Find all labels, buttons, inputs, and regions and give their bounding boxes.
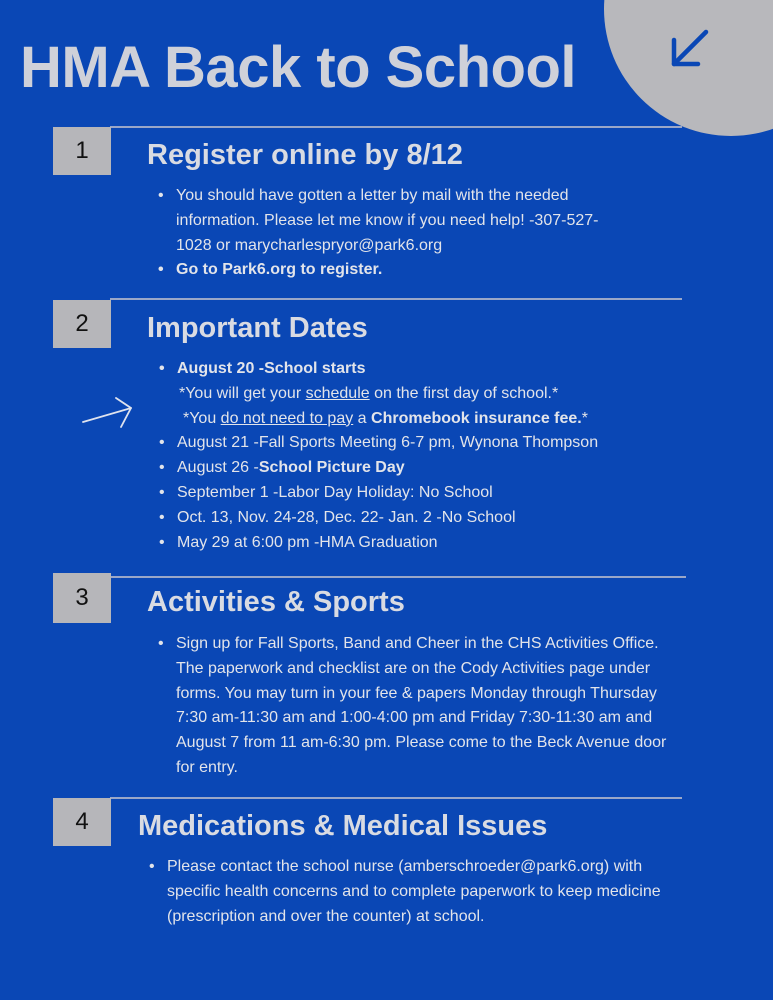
list-item-text: Please contact the school nurse (amberschroeder@park6.org) with specific health concerns and to complete paperwork to keep medicine (prescription and over the counter) at school.: [167, 858, 661, 925]
list-item-text: August 20 -School starts: [177, 360, 366, 377]
note-text: *You: [183, 409, 221, 427]
list-item-text: You should have gotten a letter by mail with the needed information. Please let me know if you need help! -307-527-1028 or marycharlespryor@park6.org: [176, 187, 599, 254]
list-item-text: September 1 -Labor Day Holiday: No School: [177, 483, 493, 501]
section-bullet-list: [158, 632, 678, 781]
section-bullet-list: [149, 855, 661, 929]
section-bullet-list: [158, 184, 628, 283]
section-heading: Medications & Medical Issues: [138, 810, 548, 842]
note-text: *You will get your: [179, 384, 306, 402]
arrow-right-icon: [80, 396, 136, 430]
section-number-box: 4: [53, 798, 111, 846]
note-text: on the first day of school.*: [369, 384, 559, 402]
section-heading: Register online by 8/12: [147, 139, 463, 171]
list-item-text: May 29 at 6:00 pm -HMA Graduation: [177, 533, 438, 551]
schedule-underlined: schedule: [305, 384, 370, 402]
section-divider: [110, 126, 682, 128]
list-item: [149, 855, 661, 929]
list-item-text: August 21 -Fall Sports Meeting 6-7 pm, Wynona Thompson: [177, 434, 599, 452]
arrow-down-left-icon: [668, 28, 710, 70]
list-item: [159, 357, 679, 382]
chromebook-note: [159, 407, 679, 432]
fee-underlined: do not need to pay: [220, 409, 354, 427]
list-item: [159, 531, 679, 556]
section-number-box: 1: [53, 127, 111, 175]
section-number-box: 2: [53, 300, 111, 348]
note-text: a: [353, 409, 372, 427]
section-number-box: 3: [53, 573, 111, 623]
picture-day-bold: School Picture Day: [258, 459, 405, 477]
section-divider: [110, 576, 686, 578]
list-item: [159, 456, 679, 481]
list-item-text: Go to Park6.org to register.: [176, 261, 383, 279]
list-item: [159, 506, 679, 531]
list-item-text: August 26 -: [177, 459, 259, 477]
section-heading: Activities & Sports: [147, 586, 405, 618]
list-item: [158, 258, 628, 283]
list-item: [158, 632, 678, 781]
list-item: [159, 431, 679, 456]
schedule-note: [159, 382, 679, 407]
section-divider: [110, 797, 682, 799]
note-text: *: [581, 409, 588, 427]
list-item-text: Sign up for Fall Sports, Band and Cheer in the CHS Activities Office. The paperwork and checklist are on the Cody Activities page under forms. You may turn in your fee & papers Monday through Thursday 7:30 am-11:30 am and 1:00-4:00 pm and Friday 7:30-11:30 am and August 7 from 11 am-6:30 pm. Please come to the Beck Avenue door for entry.: [176, 635, 667, 776]
section-heading: Important Dates: [147, 312, 368, 344]
list-item: [159, 481, 679, 506]
dates-list: [159, 357, 679, 555]
list-item-text: Oct. 13, Nov. 24-28, Dec. 22- Jan. 2 -No School: [177, 508, 516, 526]
section-divider: [110, 298, 682, 300]
list-item: [158, 184, 628, 258]
fee-bold: Chromebook insurance fee.: [371, 409, 582, 427]
page-title: HMA Back to School: [20, 35, 577, 100]
